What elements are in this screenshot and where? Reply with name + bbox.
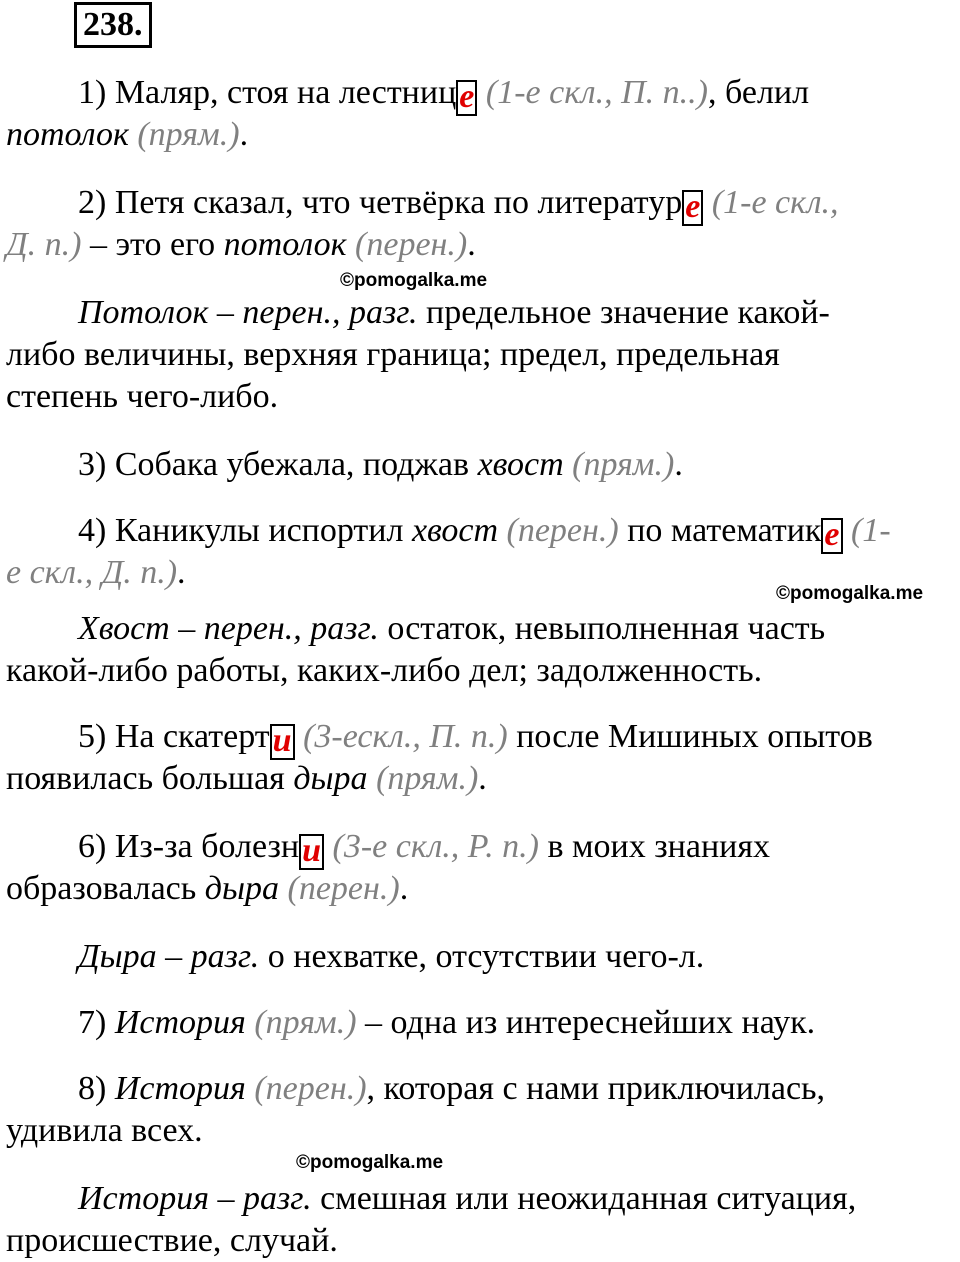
definition-4-line-2: происшествие, случай. [6,1222,338,1259]
sentence-2-line-1: 2) Петя сказал, что четвёрка по литературе (1-е скл., [78,184,839,225]
sentence-5-line-1: 5) На скатерти (3-ескл., П. п.) после Мишиных опытов [78,718,873,759]
sentence-8-line-2: удивила всех. [6,1112,203,1149]
exercise-number: 238. [74,2,152,48]
sentence-6-line-2: образовалась дыра (перен.). [6,870,409,907]
ending-box: и [299,834,324,870]
ending-box: е [456,80,477,116]
definition-2-line-2: какой-либо работы, каких-либо дел; задолженность. [6,652,763,689]
ending-box: е [821,518,842,554]
sentence-2-line-2: Д. п.) – это его потолок (перен.). [6,226,476,263]
sentence-4-line-2: е скл., Д. п.). [6,554,186,591]
watermark: ©pomogalka.me [296,1152,444,1173]
sentence-5-line-2: появилась большая дыра (прям.). [6,760,487,797]
definition-1-line-2: либо величины, верхняя граница; предел, предельная [6,336,780,373]
definition-1-line-3: степень чего-либо. [6,378,279,415]
definition-4-line-1: История – разг. смешная или неожиданная ситуация, [78,1180,857,1217]
sentence-3: 3) Собака убежала, поджав хвост (прям.). [78,446,683,483]
sentence-8-line-1: 8) История (перен.), которая с нами приключилась, [78,1070,826,1107]
sentence-6-line-1: 6) Из-за болезни (3-е скл., Р. п.) в моих знаниях [78,828,770,869]
definition-1-line-1: Потолок – перен., разг. предельное значение какой- [78,294,830,331]
sentence-1-line-1: 1) Маляр, стоя на лестнице (1-е скл., П. п..), белил [78,74,810,115]
sentence-4-line-1: 4) Каникулы испортил хвост (перен.) по математике (1- [78,512,891,553]
sentence-7: 7) История (прям.) – одна из интереснейших наук. [78,1004,816,1041]
definition-2-line-1: Хвост – перен., разг. остаток, невыполненная часть [78,610,826,647]
sentence-1-line-2: потолок (прям.). [6,116,249,153]
definition-3: Дыра – разг. о нехватке, отсутствии чего-л. [78,938,705,975]
ending-box: и [270,724,295,760]
ending-box: е [682,190,703,226]
watermark: ©pomogalka.me [340,270,488,291]
watermark: ©pomogalka.me [776,583,924,604]
